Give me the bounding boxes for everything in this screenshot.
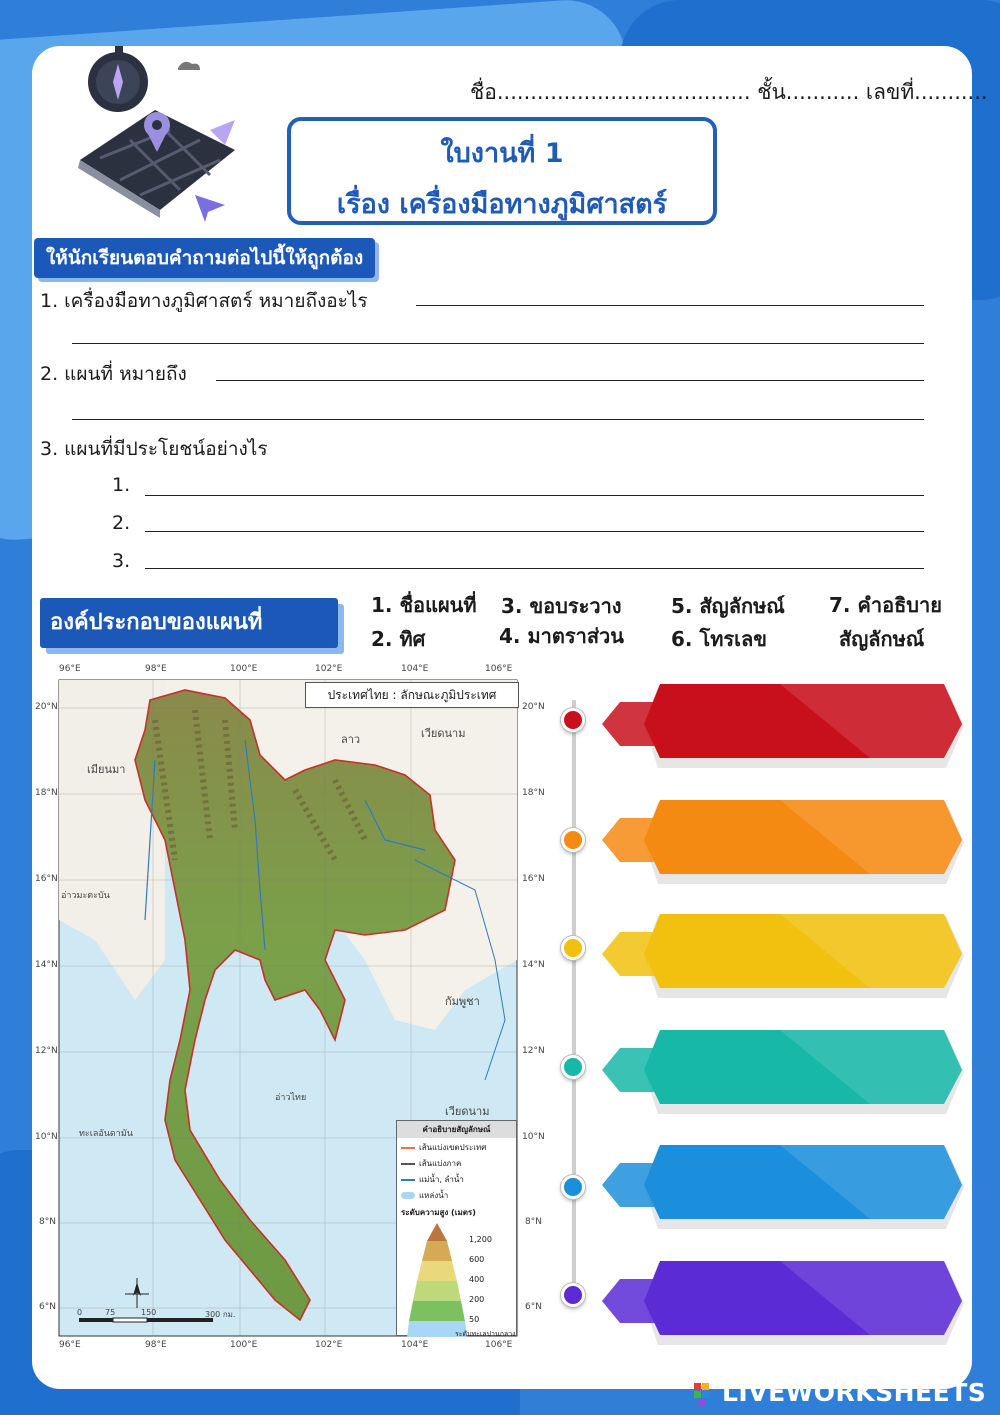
component-item: 5. สัญลักษณ์ [671,594,785,618]
timeline-dot [561,1283,585,1307]
component-item: 4. มาตราส่วน [499,624,624,648]
legend-item: เส้นแบ่งเขตประเทศ [419,1143,487,1152]
legend-item: เส้นแบ่งภาค [419,1159,462,1168]
country-label: ลาว [341,733,361,746]
question-3: 3. แผนที่มีประโยชน์อย่างไร [40,438,268,460]
lat-tick: 14°N [522,960,545,970]
country-label: เมียนมา [87,763,126,776]
lon-tick: 106°E [485,1340,513,1350]
map-title: ประเทศไทย : ลักษณะภูมิประเทศ [305,682,519,708]
lon-tick: 104°E [401,1340,429,1350]
answer-banner[interactable] [600,798,966,886]
component-item: 1. ชื่อแผนที่ [371,593,477,617]
lon-tick: 96°E [59,664,81,674]
lat-tick: 6°N [525,1302,542,1312]
answer-banner[interactable] [600,1143,966,1231]
lat-tick: 6°N [39,1302,56,1312]
map-components-banner: องค์ประกอบของแผนที่ [40,598,338,648]
scale-label: 300 กม. [205,1310,236,1319]
timeline-dot [561,708,585,732]
lon-tick: 104°E [401,664,429,674]
student-info-line[interactable]: ชื่อ...................................... ชั้น........... เลขที่........... [470,80,988,104]
lat-tick: 10°N [522,1132,545,1142]
lon-tick: 100°E [230,664,258,674]
sea-label: อ่าวไทย [275,1093,307,1103]
lat-tick: 8°N [39,1217,56,1227]
component-item: สัญลักษณ์ [839,627,925,651]
component-item: 2. ทิศ [371,627,426,651]
scale-bar [79,1318,213,1322]
worksheet-topic: เรื่อง เครื่องมือทางภูมิศาสตร์ [336,189,668,220]
lat-tick: 16°N [35,874,58,884]
legend-item: แหล่งน้ำ [419,1191,449,1200]
legend-item: แม่น้ำ, ลำน้ำ [419,1175,464,1184]
country-label: เวียดนาม [421,727,466,740]
lon-tick: 96°E [59,1340,81,1350]
lon-tick: 98°E [145,1340,167,1350]
elevation-level: 200 [469,1295,485,1304]
timeline-dot [561,828,585,852]
instruction-banner: ให้นักเรียนตอบคำถามต่อไปนี้ให้ถูกต้อง [34,238,375,278]
lon-tick: 100°E [230,1340,258,1350]
lat-tick: 20°N [35,702,58,712]
lat-tick: 20°N [522,702,545,712]
lat-tick: 10°N [35,1132,58,1142]
elevation-level: 1,200 [469,1235,492,1244]
legend-title: คำอธิบายสัญลักษณ์ [397,1121,516,1138]
country-label: เวียดนาม [445,1105,490,1118]
timeline-dot [561,1055,585,1079]
lat-tick: 16°N [522,874,545,884]
lat-tick: 12°N [35,1046,58,1056]
worksheet-number: ใบงานที่ 1 [440,138,564,169]
answer-banner[interactable] [600,912,966,1000]
q3-item-number: 1. [112,474,131,496]
lat-tick: 8°N [525,1217,542,1227]
map-compass-illustration [60,40,250,230]
component-item: 3. ขอบระวาง [501,594,622,618]
q3-item-number: 2. [112,512,131,534]
answer-line-3-2[interactable] [145,531,924,532]
elevation-level: 600 [469,1255,485,1264]
answer-line-2a[interactable] [216,380,924,381]
sea-label: ทะเลอันดามัน [79,1129,133,1139]
answer-banner[interactable] [600,682,966,770]
title-box [287,117,717,225]
answer-line-3-3[interactable] [145,568,924,569]
answer-line-1a[interactable] [416,305,924,306]
scale-label: 150 [141,1308,157,1317]
answer-banner[interactable] [600,1028,966,1116]
q3-item-number: 3. [112,550,131,572]
elevation-title: ระดับความสูง (เมตร) [401,1208,476,1217]
thailand-map [35,660,550,1360]
elevation-level: 400 [469,1275,485,1284]
lon-tick: 106°E [485,664,513,674]
timeline-dot [561,1175,585,1199]
question-2: 2. แผนที่ หมายถึง [40,363,187,385]
lon-tick: 98°E [145,664,167,674]
lat-tick: 18°N [522,788,545,798]
lat-tick: 12°N [522,1046,545,1056]
liveworksheets-logo-icon [692,1379,720,1407]
component-item: 6. โทรเลข [671,627,767,651]
question-1: 1. เครื่องมือทางภูมิศาสตร์ หมายถึงอะไร [40,290,368,312]
component-item: 7. คำอธิบาย [829,593,942,617]
country-label: กัมพูชา [445,995,480,1008]
scale-label: 75 [105,1308,116,1317]
elevation-triangle [407,1221,467,1339]
answer-banner[interactable] [600,1259,966,1347]
lat-tick: 18°N [35,788,58,798]
lon-tick: 102°E [315,1340,343,1350]
sea-label: อ่าวมะตะบัน [61,891,110,901]
answer-line-3-1[interactable] [145,495,924,496]
answer-line-2b[interactable] [72,419,924,420]
elevation-level: 50 [469,1315,480,1324]
scale-label: 0 [77,1308,83,1317]
answer-line-1b[interactable] [72,343,924,344]
elevation-level: ระดับทะเลปานกลาง [455,1330,516,1338]
map-legend-panel-visible [396,1120,517,1336]
timeline-dot [561,936,585,960]
lat-tick: 14°N [35,960,58,970]
timeline-line [572,700,576,1300]
lon-tick: 102°E [315,664,343,674]
liveworksheets-brand[interactable]: LIVEWORKSHEETS [722,1378,987,1407]
